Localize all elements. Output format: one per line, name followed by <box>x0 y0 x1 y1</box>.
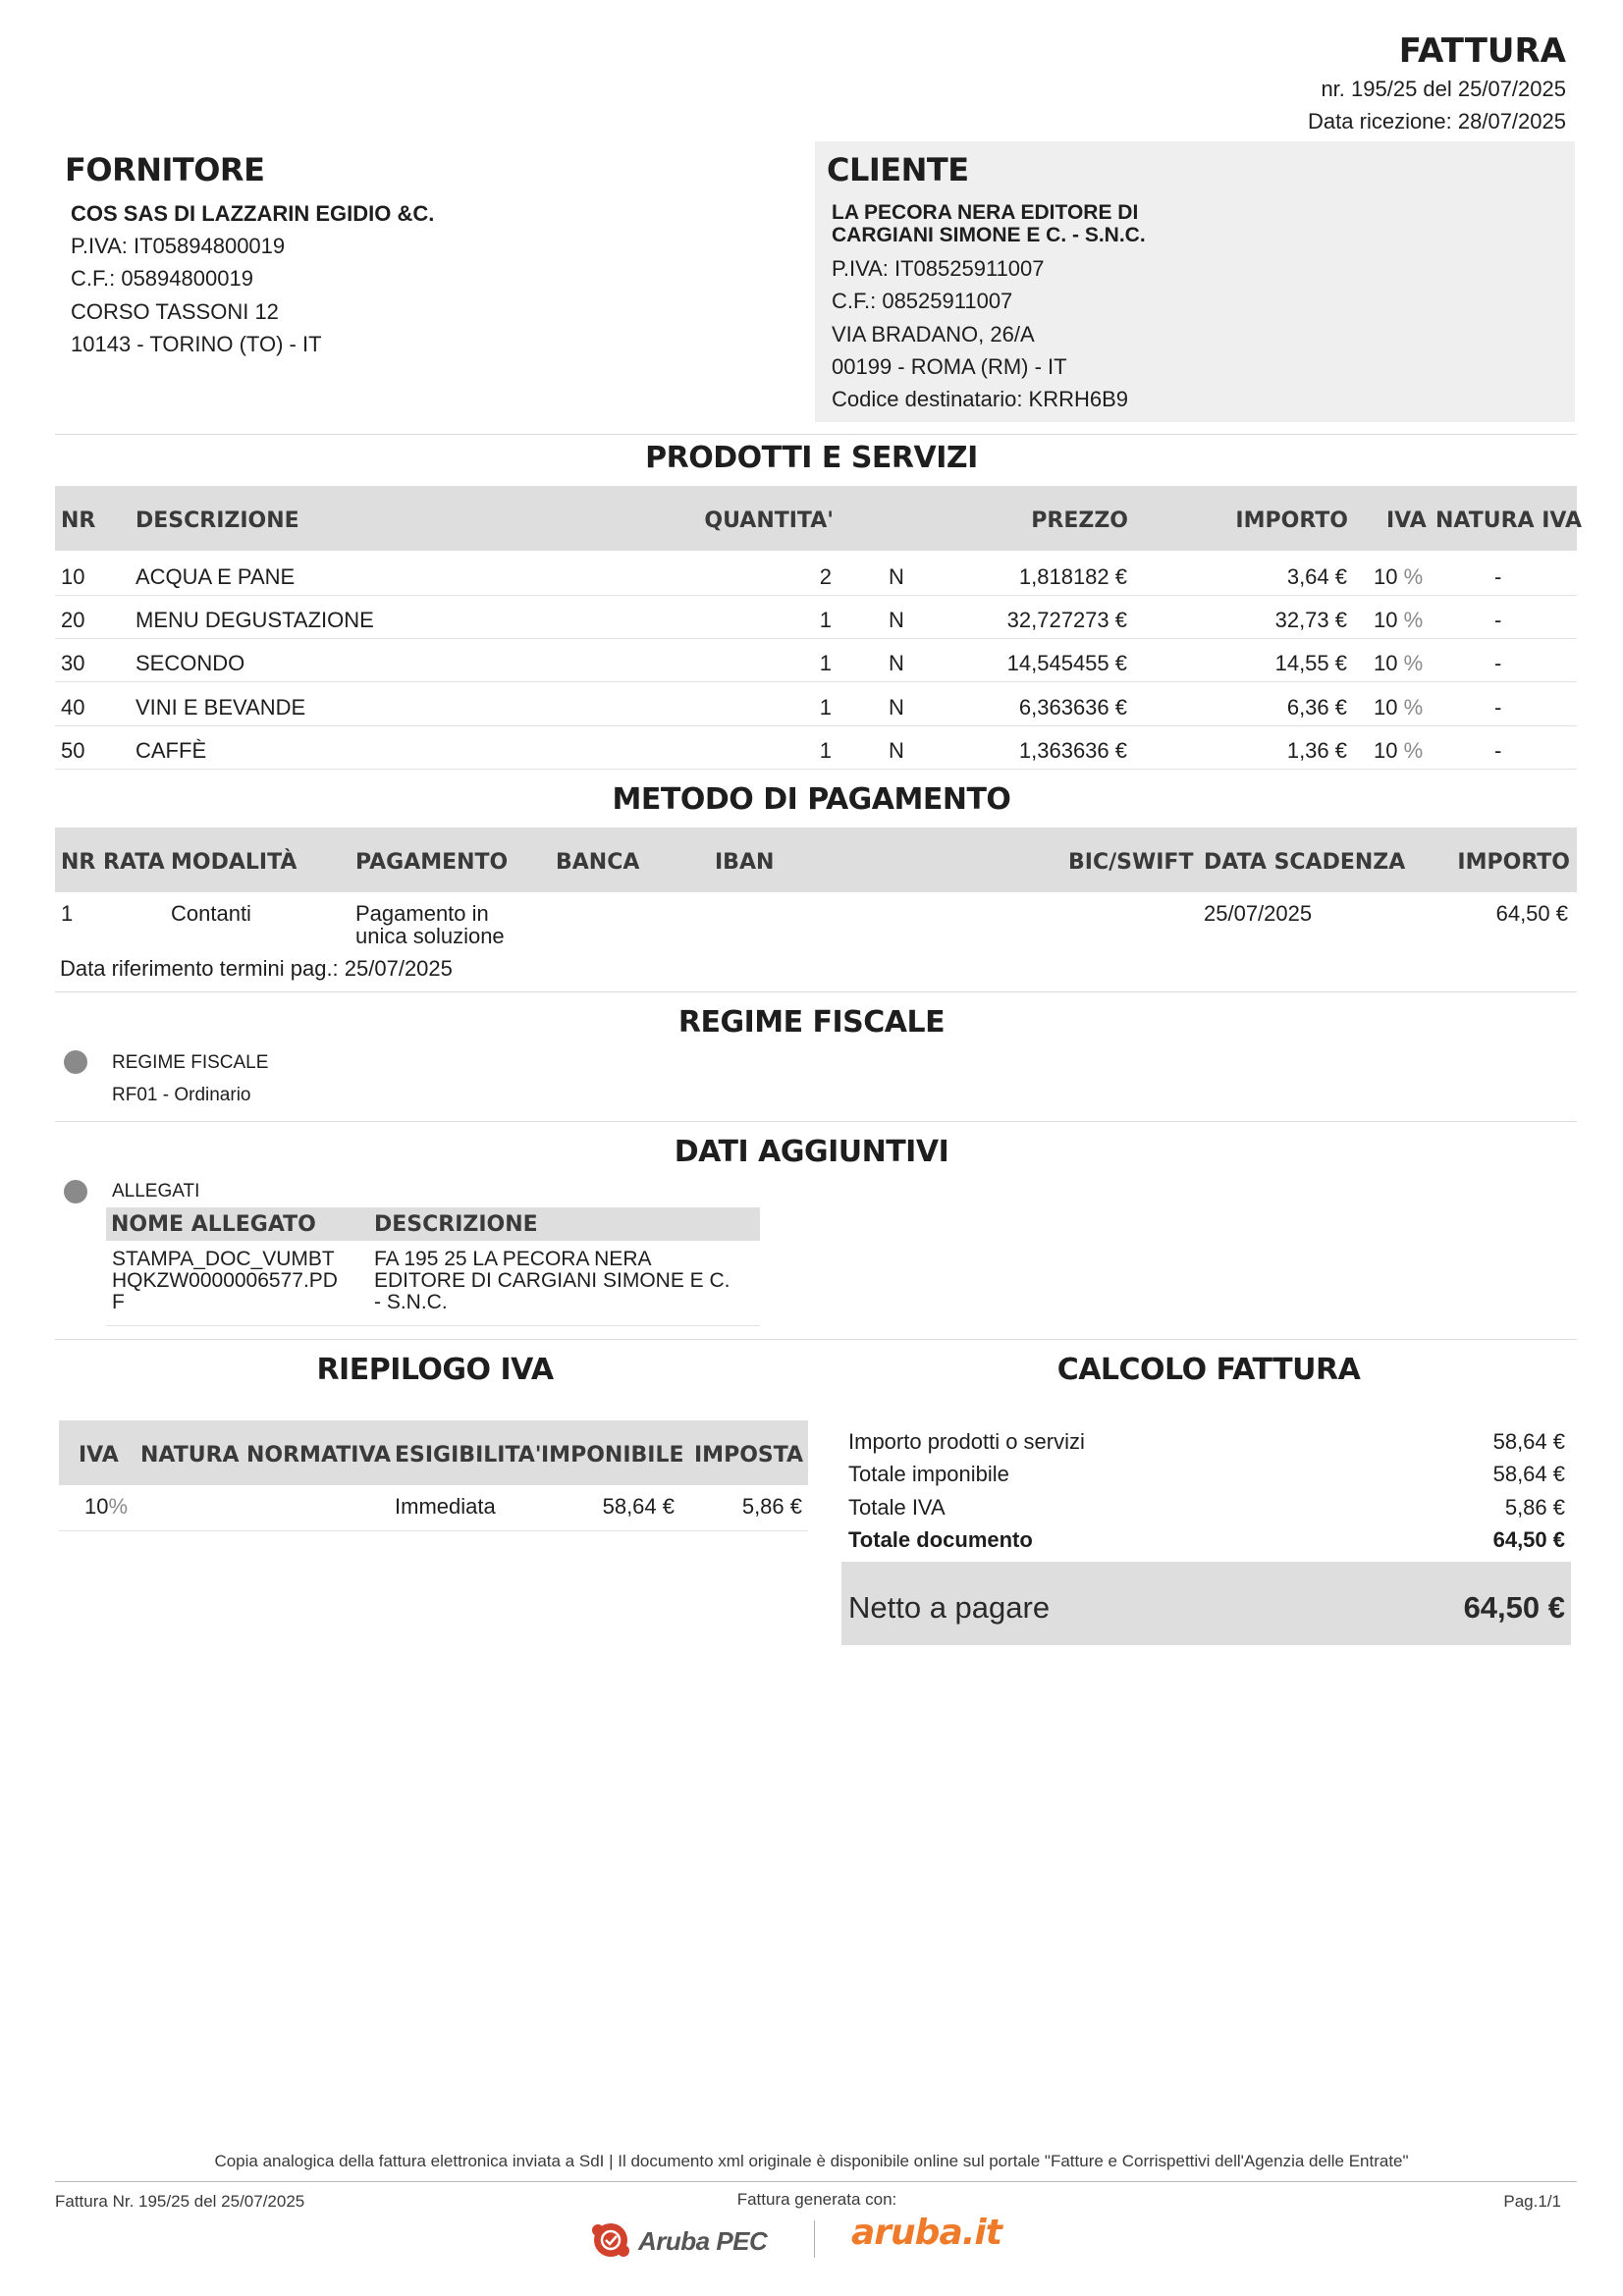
col-nr: NR <box>61 508 96 533</box>
payment-title: METODO DI PAGAMENTO <box>612 782 1011 817</box>
col-mode: MODALITÀ <box>171 850 298 875</box>
invoice-title: FATTURA <box>1398 31 1566 71</box>
row-nr: 40 <box>61 695 85 720</box>
row-unit: N <box>889 608 904 632</box>
supplier-cf: C.F.: 05894800019 <box>71 266 253 291</box>
percent-sign: % <box>1403 695 1424 720</box>
row-unit: N <box>889 564 904 589</box>
table-row-divider <box>55 681 1577 682</box>
bullet-icon <box>64 1180 87 1203</box>
aruba-pec-logo[interactable] <box>590 2220 777 2260</box>
row-vat-value: 10 <box>1374 695 1398 720</box>
row-description: MENU DEGUSTAZIONE <box>135 608 374 632</box>
calc-label: Totale documento <box>848 1527 1033 1552</box>
supplier-piva: P.IVA: IT05894800019 <box>71 234 286 258</box>
row-vat-value: 10 <box>1374 564 1398 589</box>
client-block <box>815 141 1575 422</box>
reception-date: Data ricezione: 28/07/2025 <box>1308 109 1566 133</box>
attachment-name-line1[interactable]: STAMPA_DOC_VUMBT <box>112 1248 335 1270</box>
row-vat <box>1374 695 1423 721</box>
row-amount: 14,55 € <box>1274 651 1347 675</box>
client-recipient-code: Codice destinatario: KRRH6B9 <box>832 387 1129 411</box>
col-iban: IBAN <box>715 850 775 875</box>
additional-data-title: DATI AGGIUNTIVI <box>674 1135 949 1169</box>
col-attachment-name: NOME ALLEGATO <box>111 1212 316 1237</box>
client-cf: C.F.: 08525911007 <box>832 289 1013 313</box>
tax-regime-value: RF01 - Ordinario <box>112 1085 251 1105</box>
divider <box>55 434 1577 435</box>
client-name-line2: CARGIANI SIMONE E C. - S.N.C. <box>832 224 1146 246</box>
tax-regime-label: REGIME FISCALE <box>112 1052 269 1073</box>
row-amount: 32,73 € <box>1274 608 1347 632</box>
footer-rule <box>55 2181 1577 2182</box>
col-amount: IMPORTO <box>1235 508 1348 533</box>
row-vat <box>1374 738 1423 764</box>
row-amount: 3,64 € <box>1286 564 1347 589</box>
col-quantity: QUANTITA' <box>704 508 834 533</box>
col-bank: BANCA <box>556 850 640 875</box>
client-heading: CLIENTE <box>827 151 969 188</box>
col-tax: IMPOSTA <box>694 1443 804 1468</box>
wax-seal-icon <box>590 2220 633 2260</box>
bullet-icon <box>64 1050 87 1074</box>
logo-separator <box>814 2220 815 2258</box>
row-price: 6,363636 € <box>1018 695 1127 720</box>
col-description: DESCRIZIONE <box>135 508 299 533</box>
row-quantity: 1 <box>819 695 832 720</box>
percent-sign: % <box>1403 738 1424 763</box>
row-nr: 30 <box>61 651 85 675</box>
aruba-it-logo[interactable]: aruba.it <box>851 2213 1001 2253</box>
table-row-divider <box>55 725 1577 726</box>
installment-nr: 1 <box>61 901 74 926</box>
row-description: ACQUA E PANE <box>135 564 296 589</box>
row-vat <box>1374 651 1423 676</box>
col-bic: BIC/SWIFT <box>1068 850 1194 875</box>
col-nature: NATURA <box>140 1443 240 1468</box>
row-vat <box>1374 564 1423 590</box>
row-unit: N <box>889 738 904 763</box>
attachment-name-line2[interactable]: HQKZW0000006577.PD <box>112 1269 338 1292</box>
table-row-divider <box>55 769 1577 770</box>
row-nr: 10 <box>61 564 85 589</box>
col-vat-rate: IVA <box>79 1443 119 1468</box>
vat-summary-taxable: 58,64 € <box>602 1494 675 1519</box>
footer-invoice-ref: Fattura Nr. 195/25 del 25/07/2025 <box>55 2192 305 2211</box>
client-name-line1: LA PECORA NERA EDITORE DI <box>832 201 1139 224</box>
payment-amount: 64,50 € <box>1495 901 1568 926</box>
row-vat-nature: - <box>1494 564 1502 589</box>
calc-label: Importo prodotti o servizi <box>848 1429 1085 1454</box>
col-vat-nature: NATURA IVA <box>1435 508 1582 533</box>
supplier-name: COS SAS DI LAZZARIN EGIDIO &C. <box>71 201 435 226</box>
row-vat-nature: - <box>1494 651 1502 675</box>
col-due-date: DATA SCADENZA <box>1204 850 1406 875</box>
footer-page: Pag.1/1 <box>1503 2192 1561 2211</box>
col-price: PREZZO <box>1031 508 1128 533</box>
calc-label: Totale imponibile <box>848 1462 1009 1486</box>
percent-sign: % <box>1403 651 1424 675</box>
row-vat-nature: - <box>1494 608 1502 632</box>
col-installment: NR RATA <box>61 850 165 875</box>
table-row-divider <box>55 638 1577 639</box>
row-unit: N <box>889 651 904 675</box>
tax-regime-title: REGIME FISCALE <box>677 1005 946 1040</box>
row-quantity: 1 <box>819 651 832 675</box>
col-rule: NORMATIVA <box>246 1443 392 1468</box>
col-attachment-desc: DESCRIZIONE <box>374 1212 538 1237</box>
col-eligibility: ESIGIBILITA' <box>395 1443 542 1468</box>
attachments-label: ALLEGATI <box>112 1181 200 1201</box>
percent-sign: % <box>1403 564 1424 589</box>
row-vat-nature: - <box>1494 695 1502 720</box>
payment-due-date: 25/07/2025 <box>1204 901 1313 926</box>
footer-notice: Copia analogica della fattura elettronica inviata a SdI | Il documento xml originale è disponibile online sul portale "Fatture e Corrispettivi dell'Agenzia delle Entrate" <box>214 2152 1409 2170</box>
vat-summary-rate-value: 10 <box>84 1494 109 1519</box>
row-vat <box>1374 608 1423 633</box>
row-vat-value: 10 <box>1374 738 1398 763</box>
row-quantity: 2 <box>819 564 832 589</box>
supplier-heading: FORNITORE <box>65 151 265 188</box>
row-quantity: 1 <box>819 608 832 632</box>
row-price: 32,727273 € <box>1006 608 1127 632</box>
col-vat: IVA <box>1386 508 1427 533</box>
vat-summary-title: RIEPILOGO IVA <box>316 1353 554 1387</box>
payment-mode: Contanti <box>171 901 251 926</box>
attachment-desc-line1: FA 195 25 LA PECORA NERA <box>374 1248 652 1270</box>
col-taxable: IMPONIBILE <box>541 1443 684 1468</box>
client-address: VIA BRADANO, 26/A <box>832 322 1035 347</box>
vat-summary-rate <box>84 1494 128 1520</box>
divider <box>55 1339 1577 1340</box>
row-vat-value: 10 <box>1374 608 1398 632</box>
row-amount: 1,36 € <box>1286 738 1347 763</box>
net-to-pay-label: Netto a pagare <box>848 1590 1051 1625</box>
attachment-row-line <box>106 1325 760 1326</box>
row-vat-nature: - <box>1494 738 1502 763</box>
client-piva: P.IVA: IT08525911007 <box>832 256 1045 281</box>
calc-value: 58,64 € <box>1492 1462 1565 1486</box>
col-payment: PAGAMENTO <box>355 850 509 875</box>
attachment-desc-line2: EDITORE DI CARGIANI SIMONE E C. <box>374 1269 730 1292</box>
row-description: CAFFÈ <box>135 738 207 763</box>
calc-value: 58,64 € <box>1492 1429 1565 1454</box>
row-price: 1,363636 € <box>1018 738 1127 763</box>
row-nr: 50 <box>61 738 85 763</box>
divider <box>55 991 1577 992</box>
net-to-pay-value: 64,50 € <box>1463 1590 1565 1625</box>
vat-summary-tax: 5,86 € <box>741 1494 802 1519</box>
calc-value: 64,50 € <box>1492 1527 1565 1552</box>
invoice-calc-title: CALCOLO FATTURA <box>1056 1353 1361 1387</box>
table-row-divider <box>55 595 1577 596</box>
payment-type-line1: Pagamento in <box>355 901 489 926</box>
percent-sign: % <box>108 1494 129 1519</box>
supplier-city: 10143 - TORINO (TO) - IT <box>71 332 322 356</box>
calc-label: Totale IVA <box>848 1495 946 1520</box>
row-quantity: 1 <box>819 738 832 763</box>
calc-value: 5,86 € <box>1504 1495 1565 1520</box>
supplier-address: CORSO TASSONI 12 <box>71 299 279 324</box>
client-city: 00199 - ROMA (RM) - IT <box>832 354 1067 379</box>
products-title: PRODOTTI E SERVIZI <box>645 441 978 475</box>
footer-generated-with: Fattura generata con: <box>736 2190 897 2209</box>
row-nr: 20 <box>61 608 85 632</box>
row-vat-value: 10 <box>1374 651 1398 675</box>
percent-sign: % <box>1403 608 1424 632</box>
row-price: 1,818182 € <box>1018 564 1127 589</box>
row-description: SECONDO <box>135 651 245 675</box>
attachment-name-line3[interactable]: F <box>112 1291 125 1313</box>
vat-row-line <box>59 1530 808 1531</box>
aruba-pec-wordmark: Aruba PEC <box>638 2226 768 2256</box>
row-description: VINI E BEVANDE <box>135 695 306 720</box>
divider <box>55 1121 1577 1122</box>
row-amount: 6,36 € <box>1286 695 1347 720</box>
invoice-number: nr. 195/25 del 25/07/2025 <box>1321 77 1566 101</box>
vat-summary-eligibility: Immediata <box>395 1494 496 1519</box>
attachment-desc-line3: - S.N.C. <box>374 1291 448 1313</box>
payment-type-line2: unica soluzione <box>355 924 505 948</box>
row-unit: N <box>889 695 904 720</box>
payment-reference-date: Data riferimento termini pag.: 25/07/2025 <box>60 956 453 981</box>
row-price: 14,545455 € <box>1006 651 1127 675</box>
col-payment-amount: IMPORTO <box>1457 850 1570 875</box>
